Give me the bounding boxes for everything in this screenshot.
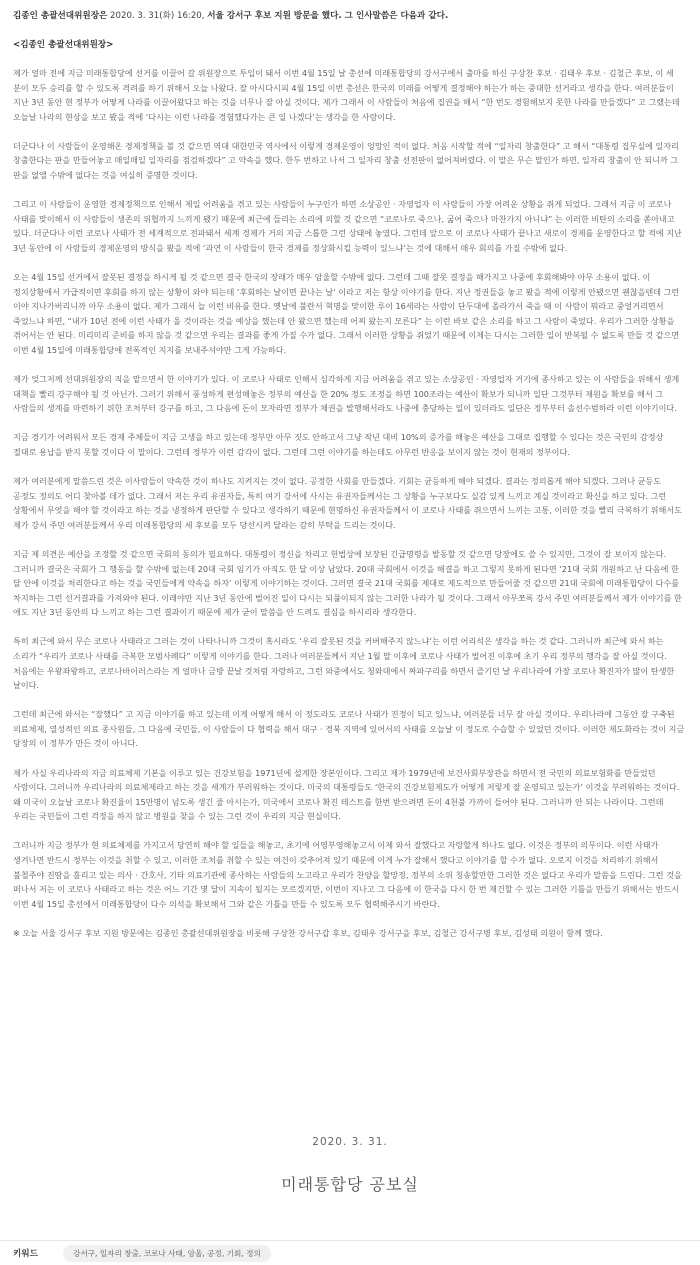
paragraph: 그런데 최근에 와서는 “잘했다” 고 지금 이야기를 하고 있는데 이게 어떻게 해서 이 정도라도 코로나 사태가 진정이 되고 있느냐, 여러분들 너무 잘 아실 것이다. 우리나라에 그동안 잘 구축된 의료체제, 열성적인 의료 종사원들, 그 다음에 국민들, 이 사람들이 다 협력을 해서 대구 · 경북 지역에 있어서의 사태를 오늘날 이 정도로 수습할 수 있었던 것이다. 이러한 제도화라는 것이 지금 당장의 이 정부가 만든 것이 아니다. [13,709,685,749]
paragraph: 지금 경기가 어려워서 모든 경제 주체들이 지금 고생을 하고 있는데 정부만 아무 짓도 안하고서 그냥 작년 대비 10%의 증가를 해놓은 예산을 그대로 집행할 수 있다는 것은 국민의 감정상 절대로 용납을 받지 못할 것이다 이 말이다. 그런데 정부가 이런 감각이 없다. 그런데 그런 이야기를 하는데도 아무런 반응을 보이지 않는 것이 현재의 정부이다. [13,432,664,457]
paragraph: 그러니까 지금 정부가 현 의료체제를 가지고서 당연히 해야 할 일들을 해놓고, 초기에 어영부영해놓고서 이제 와서 잘했다고 자랑할게 하나도 없다. 이것은 정부의 의무이다. 이런 사태가 생겨나면 반드시 정부는 이것을 취할 수 있고, 이러한 조처를 취할 수 있는 여건이 갖추어져 있기 때문에 이게 누가 잘해서 했다고 이야기를 할 수가 없다. 오로지 이것을 처리하기 위해서 불철주야 진땀을 흘리고 있는 의사 · 간호사, 기타 의료기관에 종사하는 사람들의 노고라고 우리가 찬양을 할망정, 정부의 소위 칭송할만한 그러한 것은 없다고 우리가 말씀을 드린다. 그런 것을 떠나서 저는 이 코로나 사태라고 하는 것은 어느 기간 몇 달이 지속이 될지는 모르겠지만, 이번이 지나고 그 다음에 이 한국을 다시 한 번 재건할 수 있는 그러한 기틀을 만들기 위해서는 반드시 이번 4월 15일 총선에서 미래통합당이 다수 의석을 확보해서 그와 같은 기틀을 만들 수 있도록 모두 협력해주시기 바란다. [13,840,682,909]
paragraph: 오는 4월 15일 선거에서 잘못된 결정을 하시게 될 것 같으면 결국 한국의 장래가 매우 암울할 수밖에 없다. 그런데 그때 잘못 결정을 해가지고 나중에 후회해봐야 아무 소용이 없다. 이 정치상황에서 가급적이면 후회를 하지 않는 상황이 와야 되는데 ‘후회하는 날이면 끝나는 날’ 이라고 저는 항상 이야기를 한다. 지난 정권들을 놓고 봤을 적에 이렇게 안됐으면 괜찮을텐데 그런 이야 지나가버리니까 아무 소용이 없다. 제가 그래서 늘 이런 비유를 한다. 옛날에 불란서 혁명을 맞이한 루이 16세라는 사람이 단두대에 올라가서 죽을 때 이 사람이 뭐라고 중얼거리면서 죽었느냐 하면, “내가 10년 전에 이런 사태가 올 것이라는 것을 예상을 했는데 안 왔으면 했는데 어찌 왔는지 모른다” 는 이런 바보 같은 소리를 하고 그 사람이 죽었다. 우리가 그러한 상황을 겪어서는 안 된다. 미리미리 준비를 하지 않을 것 같으면 우리는 결과를 좋게 가질 수가 없다. 그래서 이러한 상황을 쥐었기 때문에 이제는 다시는 그러한 일이 반복될 수 없도록 만들 것 같으면 이번 4월 15일에 미래통합당에 전폭적인 지지를 보내주셔야만 그게 가능하다. [13,272,680,355]
paragraph: 제가 얼마 전에 지금 미래통합당에 선거를 이끌어 갈 위원장으로 투입이 돼서 이번 4월 15일 날 총선에 미래통합당의 강서구에서 출마를 하신 구상찬 후보 · 김태우 후보 · 김철근 후보, 이 세 분이 모두 승리를 할 수 있도록 격려를 하기 위해서 오늘 나왔다. 잘 아시다시피 4월 15일 이번 총선은 한국의 미래를 어떻게 결정해야 하는가 하는 중대한 선거라고 생각을 한다. 여러분들이 지난 3년 동안 현 정부가 어떻게 나라를 이끌어왔다고 하는 것을 너무나 잘 아실 것이다. 제가 그래서 이 사람들이 처음에 집권을 해서 “한 번도 경험해보지 못한 나라를 만들겠다” 고 그랬는데 오늘날 나라의 현상을 보고 봤을 적에 ‘다시는 이런 나라를 경험했다가는 큰 일 나겠다’는 생각을 한 사람이다. [13,68,680,122]
headline-visit: 서울 강서구 후보 지원 방문을 했다. 그 인사말씀은 다음과 같다. [207,11,449,21]
headline [13,10,687,23]
speaker-label: <김종인 총괄선대위원장> [13,40,114,50]
paragraph: 제가 엊그저께 선대위원장의 직을 맡으면서 한 이야기가 있다. 이 코로나 사태로 인해서 심각하게 지금 어려움을 겪고 있는 소상공인 · 자영업자 거기에 종사하고 있는 이 사람들을 위해서 생계 대책을 빨리 강구해야 될 것 아닌가. 그러기 위해서 풍성하게 편성해놓은 정부의 예산을 한 20% 정도 조정을 하면 100조라는 예산이 확보가 되니까 일단 그것부터 재원을 확보를 해서 그 사람들의 생계를 마련하기 위한 조처부터 강구를 하고, 그 다음에 돈이 모자라면 정부가 채권을 발행해서라도 나중에 충당하는 일이 있더라도 일단은 정부부터 솔선수범하라 이런 이야기이다. [13,374,680,414]
attendance-note: ※ 오늘 서울 강서구 후보 지원 방문에는 김종인 총괄선대위원장을 비롯해 구상찬 강서구갑 후보, 김태우 강서구을 후보, 김철근 강서구병 후보, 김성태 의원이 함께 했다. [13,927,603,938]
keywords-label: 키워드 [13,1249,38,1259]
paragraph: 제가 여러분에게 말씀드린 것은 이사람들이 약속한 것이 하나도 지켜지는 것이 없다. 공정한 사회를 만들겠다. 기회는 균등하게 해야 되겠다. 결과는 정의롭게 해야 되겠다. 그러나 균등도 공정도 정의도 어디 찾아볼 데가 없다. 그래서 저는 우리 유권자들, 특히 여기 강서에 사시는 유권자들께서는 그 상황을 누구보다도 실감 있게 느끼고 계실 것이라고 확신을 하고 있다. 그런 상황에서 무엇을 해야 할 것이라고 하는 것을 냉정하게 판단할 수 있다고 생각하기 때문에 현명하신 유권자들께서 이 코로나 사태를 쥐으면서 느끼는 고통, 이러한 것을 빨리 극복하기 위해서도 제가 강서 주민 여러분들께서 우리 미래통합당의 세 후보를 모두 당선시켜 달라는 감히 부탁을 드리는 것이다. [13,476,682,530]
headline-datetime: 2020. 3. 31(화) 16:20, [107,11,208,21]
keywords-chip[interactable]: 강서구, 일자리 창출, 코로나 사태, 암울, 공정, 기회, 정의 [63,1245,271,1262]
paragraph: 그리고 이 사람들이 운영한 경제정책으로 인해서 제일 어려움을 겪고 있는 사람들이 누구인가 하면 소상공인 · 자영업자 이 사람들이 가장 어려운 상황을 쥐게 되었다. 그래서 지금 이 코로나 사태를 맞이해서 이 사람들이 생존의 위협까지 느끼게 됐기 때문에 최근에 들리는 소리에 의할 것 같으면 “코로나로 죽으나, 굶어 죽으나 마찬가지 아니냐” 는 이러한 비탄의 소리를 쏟아내고 있다. 더군다나 이런 코로나 사태가 전 세계적으로 전파돼서 세계 경제가 거의 지금 스톱한 그런 상태에 놓였다. 그런데 앞으로 이 코로나 사태가 끝나고 새로이 경제를 운영한다고 할 적에 지난 3년 동안에 이 사람들의 경제운영의 방식을 봤을 적에 ‘과연 이 사람들이 한국 경제를 정상화시킬 능력이 있느냐’는 것에 대해서 매우 회의를 가질 수밖에 없다. [13,199,682,253]
keywords-bar [0,1240,700,1265]
organization-name: 미래통합당 공보실 [281,1175,419,1194]
release-date: 2020. 3. 31. [312,1136,388,1148]
paragraph: 지금 제 의견은 예산을 조정할 것 같으면 국회의 동의가 필요하다. 대통령이 정신을 차리고 헌법상에 보장된 긴급명령을 발동할 것 같으면 당장에도 쓸 수 있지만, 그것이 잘 보이지 않는다. 그러니까 결국은 국회가 그 행동을 할 수밖에 없는데 20대 국회 임기가 아직도 한 달 이상 남았다. 20대 국회에서 이것을 해결을 하고 그렇지 못하게 된다면 ‘21대 국회 개원하고 난 다음에 한 달 안에 이것을 처리한다고 하는 것을 국민들에게 약속을 하자’ 이렇게 이야기하는 것이다. 그러면 결국 21대 국회를 제대로 제도적으로 만들어줄 것 같으면 21대 국회에 미래통합당이 다수를 차지하는 그런 선거결과를 가져와야 된다. 이래야만 지난 3년 동안에 벌어진 일이 다시는 되풀이되지 않는 그러한 나라가 될 것이다. 그래서 아무쪼록 강서 주민 여러분들께서 제가 이야기를 한 애도 지난 3년 동안의 다 느끼고 하는 그런 결과이기 때문에 제가 굳이 말씀을 안 드려도 결심을 하시리라 생각한다. [13,548,682,618]
paragraph: 더군다나 이 사람들이 운영해온 경제정책을 볼 것 같으면 역대 대한민국 역사에서 이렇게 경제운영이 엉망인 적이 없다. 처음 시작할 적에 “일자리 창출한다” 고 해서 “대통령 집무실에 일자리 창출한다는 판을 만들어놓고 매일매일 일자리를 점검하겠다” 고 약속을 했다. 한두 번하고 나서 그 일자리 창출 선전판이 없어져버렸다. 이 말은 무슨 말인가 하면, 일자리 창출이 안 되니까 그 판을 없앨 수밖에 없다는 것을 여실히 증명한 것이다. [13,140,679,181]
paragraph: 특히 최근에 와서 무슨 코로나 사태라고 그러는 것이 나타나니까 그것이 혹시라도 ‘우리 잘못된 것을 커버해주지 않느냐’는 이런 어리석은 생각을 하는 것 같다. 그러니까 최근에 와서 하는 소리가 “우리가 코로나 사태를 극복한 모범사례다” 이렇게 이야기를 한다. 그러나 여러분들께서 지난 1월 말 이후에 코로나 사태가 벌어진 이후에 초기 우리 정부의 행각을 잘 아실 것이다. 처음에는 우왕좌왕하고, 코로나바이러스라는 게 얼마나 금방 끝날 것처럼 자랑하고, 그런 와중에서도 청와대에서 짜파구리를 하면서 즐기던 날 우리나라에 가장 코로나 확진자가 많이 탄생한 날이다. [13,636,675,691]
headline-speaker: 김종인 총괄선대위원장은 [13,11,108,21]
paragraph: 제가 사실 우리나라의 지금 의료체제 기본을 이루고 있는 건강보험을 1971년에 설계한 장본인이다. 그리고 제가 1979년에 보건사회부장관을 하면서 전 국민의 의료보험화를 만들었던 사람이다. 그러니까 우리나라의 의료체제라고 하는 것을 세계가 부러워하는 것이다. 미국의 대통령들도 ‘한국의 건강보험제도가 어떻게 저렇게 잘 운영되고 있는가’ 이것을 부러워하는 것이다. 왜 미국이 오늘날 코로나 확진율이 15만명이 넘도록 생긴 줄 아시는가, 미국에서 코로나 확진 테스트를 한번 받으려면 돈이 4천불 가까이 들어야 된다. 그러니까 안 되는 나라이다. 그런데 우리는 국민들이 그런 걱정을 하지 않고 병원을 찾을 수 있는 그런 것이 우리의 지금 현실이다. [13,767,680,822]
